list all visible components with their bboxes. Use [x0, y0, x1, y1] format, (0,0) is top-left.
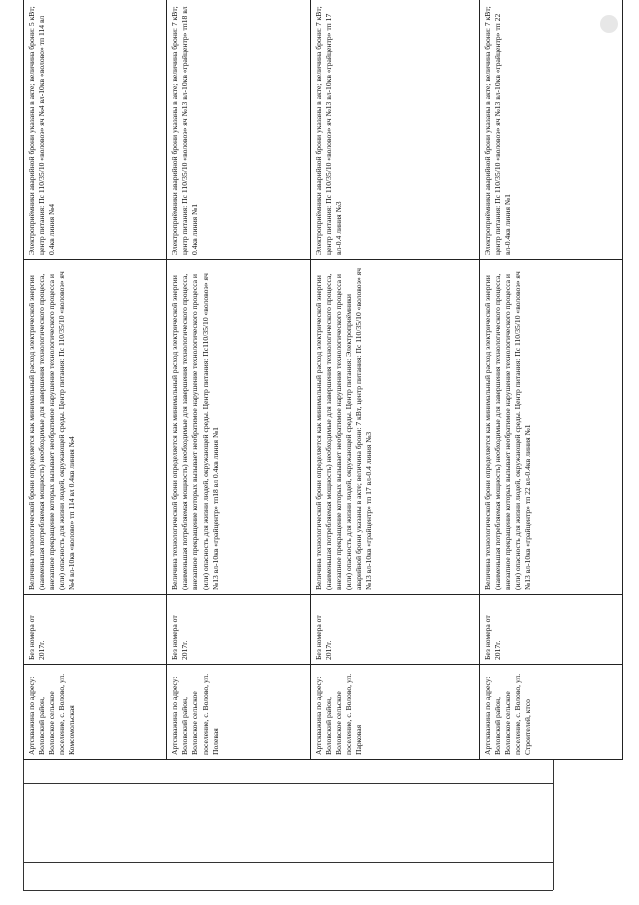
technological-reserve-cell: Величина технологической брони определяется как минимальный расход электрической энергии (наименьшая потребляемая мощность) необходимые для завершения технологического процесса, внезапное прекращение которых вызывает необратимое нарушение технологического процесса и (или) опасность для жизни людей, окружающей среды. Центр питания: Электроприёмники аварийной брони указаны в акте; величина брони: 7 кВт, центр питания: Пс 110/35/10 «воловоэ» яч №13 вл-10кв «грайцентр» тп 17 вл-0.4 линия №3 [310, 260, 479, 595]
emergency-reserve-table [23, 0, 623, 760]
emergency-reserve-cell: Электроприёмники аварийной брони указаны в акте; величина брони: 5 кВт; центр питания: Пс 110/35/10 «воловоэ» яч №4 вл-10кв «волово» тп 114 вл 0.4кв линия №4 [24, 0, 167, 260]
rotated-table-wrapper [23, 0, 623, 760]
act-number-cell: Без номера от 2017г. [479, 595, 622, 665]
table-row [167, 0, 310, 760]
emergency-reserve-cell: Электроприёмники аварийной брони указаны в акте; величина брони: 7 кВт; центр питания: Пс 110/35/10 «воловоэ» яч №13 вл-10кв «грайцентр» тп 17 вл-0.4 линия №3 [310, 0, 479, 260]
divider-line [23, 783, 553, 784]
divider-line [23, 760, 24, 890]
technological-reserve-cell: Величина технологической брони определяется как минимальный расход электрической энергии (наименьшая потребляемая мощность) необходимые для завершения технологического процесса, внезапное прекращение которых вызывает необратимое нарушение технологического процесса и (или) опасность для жизни людей, окружающей среды. Центр питания: Пс 110/35/10 «воловоэ» яч №13 вл-10кв «грайцентр» тп 22 вл-0.4кв линия №1 [479, 260, 622, 595]
technological-reserve-cell: Величина технологической брони определяется как минимальный расход электрической энергии (наименьшая потребляемая мощность) необходимые для завершения технологического процесса, внезапное прекращение которых вызывает необратимое нарушение технологического процесса и (или) опасность для жизни людей, окружающей среды. Центр питания: Пс110/35/10 «воловоэ» яч №13 вл-10кв «грайцентр» тп18 вл 0.4кв линия №1 [167, 260, 310, 595]
object-address-cell: Артскважина по адресу: Воловский район, Воловское сельское поселение, с. Волово, ул. Полевая [167, 665, 310, 760]
object-address-cell: Артскважина по адресу: Воловский район, Воловское сельское поселение, с. Волово, ул. Комсомольская [24, 665, 167, 760]
act-number-cell: Без номера от 2017г. [167, 595, 310, 665]
emergency-reserve-cell: Электроприёмники аварийной брони указаны в акте; величина брони: 7 кВт; центр питания: Пс 110/35/10 «воловоэ» яч №13 вл-10кв «грайцентр» тп18 вл 0.4кв линия №1 [167, 0, 310, 260]
act-number-cell: Без номера от 2017г. [24, 595, 167, 665]
table-row [310, 0, 479, 760]
table-row [24, 0, 167, 760]
emergency-reserve-cell: Электроприёмники аварийной брони указаны в акте; величина брони: 7 кВт; центр питания: Пс 110/35/10 «воловоэ» яч №13 вл-10кв «грайцентр» тп 22 вл-0.4кв линия №1 [479, 0, 622, 260]
divider-line [553, 760, 554, 890]
object-address-cell: Артскважина по адресу: Воловский район, Воловское сельское поселение, с. Волово, ул. Строителей, ктсо [479, 665, 622, 760]
technological-reserve-cell: Величина технологической брони определяется как минимальный расход электрической энергии (наименьшая потребляемая мощность) необходимые для завершения технологического процесса, внезапное прекращение которых вызывает необратимое нарушение технологического процесса и (или) опасность для жизни людей, окружающей среды. Центр питания: Пс 110/35/10 «воловоэ» яч №4 вл-10кв «волово» тп 114 вл 0.4кв линия №4 [24, 260, 167, 595]
divider-line [23, 890, 553, 891]
act-number-cell: Без номера от 2017г. [310, 595, 479, 665]
divider-line [23, 862, 553, 863]
table-row [479, 0, 622, 760]
object-address-cell: Артскважина по адресу: Воловский район, Воловское сельское поселение, с. Волово, ул. Парковая [310, 665, 479, 760]
